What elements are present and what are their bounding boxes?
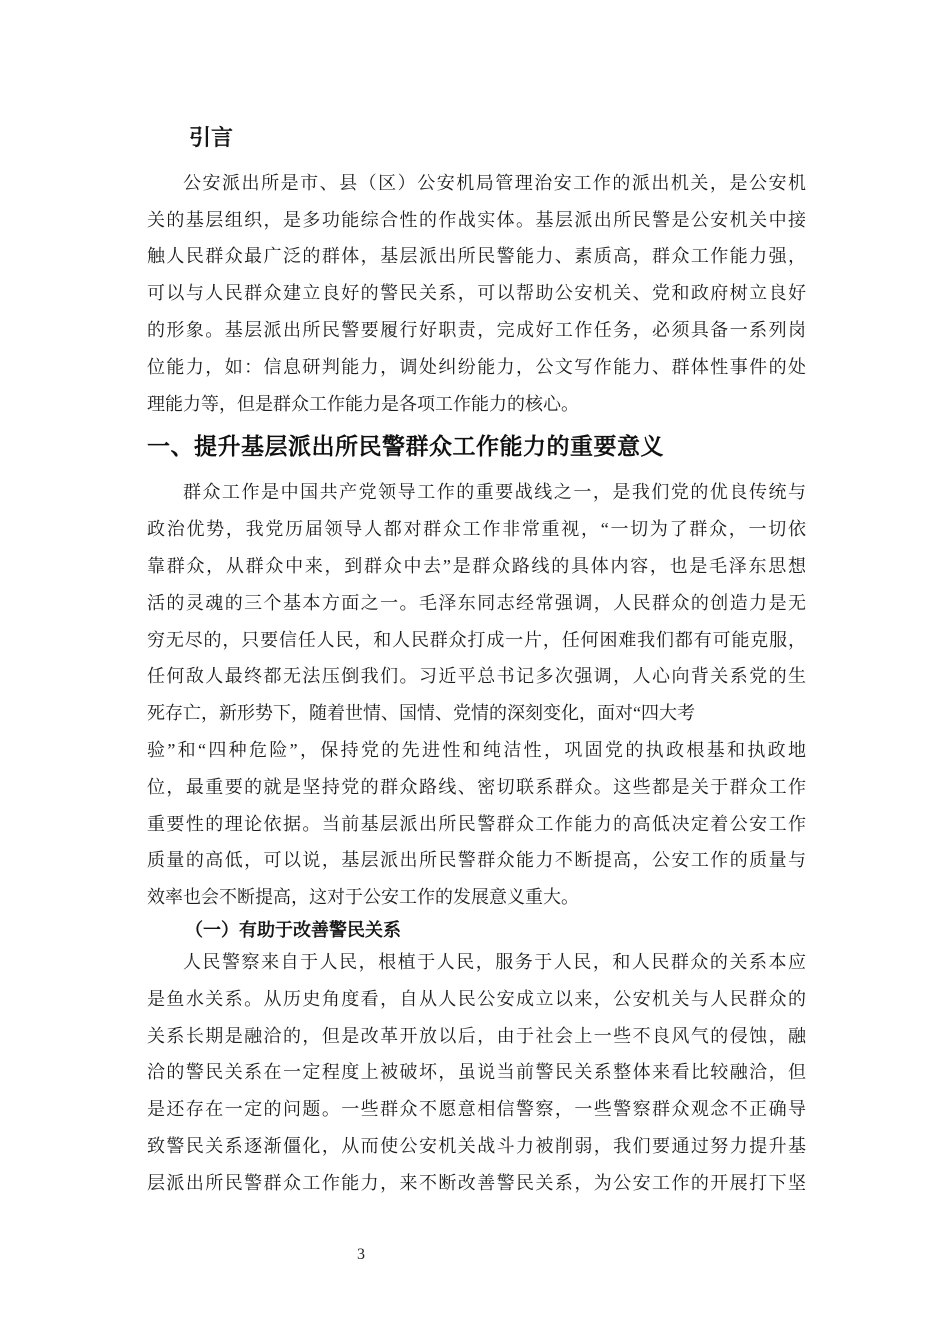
text-line: 人民警察来自于人民，根植于人民，服务于人民，和人民群众的关系本应 xyxy=(183,951,806,972)
text-line: 公安派出所是市、县（区）公安机局管理治安工作的派出机关，是公安机 xyxy=(183,172,806,193)
paragraph-section1 xyxy=(147,474,806,916)
text-line: 是鱼水关系。从历史角度看，自从人民公安成立以来，公安机关与人民群众的 xyxy=(147,988,806,1009)
text-line: 可以与人民群众建立良好的警民关系，可以帮助公安机关、党和政府树立良好 xyxy=(147,283,806,304)
text-line: 效率也会不断提高，这对于公安工作的发展意义重大。 xyxy=(147,887,579,908)
text-line: 靠群众，从群众中来，到群众中去”是群众路线的具体内容，也是毛泽东思想 xyxy=(147,555,806,576)
paragraph-intro xyxy=(147,165,806,423)
text-line: 触人民群众最广泛的群体，基层派出所民警能力、素质高，群众工作能力强， xyxy=(147,246,806,267)
text-line: 洽的警民关系在一定程度上被破坏，虽说当前警民关系整体来看比较融洽，但 xyxy=(147,1062,806,1083)
text-line: 重要性的理论依据。当前基层派出所民警群众工作能力的高低决定着公安工作 xyxy=(147,813,806,834)
text-line: 理能力等，但是群众工作能力是各项工作能力的核心。 xyxy=(147,393,579,414)
text-line: 死存亡，新形势下，随着世情、国情、党情的深刻变化，面对“四大考 xyxy=(147,703,695,724)
text-line: 穷无尽的，只要信任人民，和人民群众打成一片，任何困难我们都有可能克服， xyxy=(147,629,806,650)
text-line: 的形象。基层派出所民警要履行好职责，完成好工作任务，必须具备一系列岗 xyxy=(147,319,806,340)
text-line: 群众工作是中国共产党领导工作的重要战线之一，是我们党的优良传统与 xyxy=(183,482,806,503)
text-line: 政治优势，我党历届领导人都对群众工作非常重视，“一切为了群众，一切依 xyxy=(147,519,806,540)
page-number: 3 xyxy=(357,1246,365,1263)
text-line: 是还存在一定的问题。一些群众不愿意相信警察，一些警察群众观念不正确导 xyxy=(147,1099,806,1120)
section-heading: 一、提升基层派出所民警群众工作能力的重要意义 xyxy=(147,433,664,460)
intro-heading: 引言 xyxy=(189,125,234,150)
text-line: 质量的高低，可以说，基层派出所民警群众能力不断提高，公安工作的质量与 xyxy=(147,850,806,871)
text-line: 关系长期是融洽的，但是改革开放以后，由于社会上一些不良风气的侵蚀，融 xyxy=(147,1025,806,1046)
text-line: 位能力，如：信息研判能力，调处纠纷能力，公文写作能力、群体性事件的处 xyxy=(147,356,806,377)
subsection-heading: （一）有助于改善警民关系 xyxy=(185,919,401,940)
text-line: 关的基层组织，是多功能综合性的作战实体。基层派出所民警是公安机关中接 xyxy=(147,209,806,230)
text-line: 层派出所民警群众工作能力，来不断改善警民关系，为公安工作的开展打下坚 xyxy=(147,1172,806,1193)
text-line: 致警民关系逐渐僵化，从而使公安机关战斗力被削弱，我们要通过努力提升基 xyxy=(147,1135,806,1156)
text-line: 任何敌人最终都无法压倒我们。习近平总书记多次强调，人心向背关系党的生 xyxy=(147,666,806,687)
text-line: 位，最重要的就是坚持党的群众路线、密切联系群众。这些都是关于群众工作 xyxy=(147,776,806,797)
text-line: 活的灵魂的三个基本方面之一。毛泽东同志经常强调，人民群众的创造力是无 xyxy=(147,592,806,613)
text-line: 验”和“四种危险”，保持党的先进性和纯洁性，巩固党的执政根基和执政地 xyxy=(147,739,806,760)
paragraph-subsection1 xyxy=(147,944,806,1202)
